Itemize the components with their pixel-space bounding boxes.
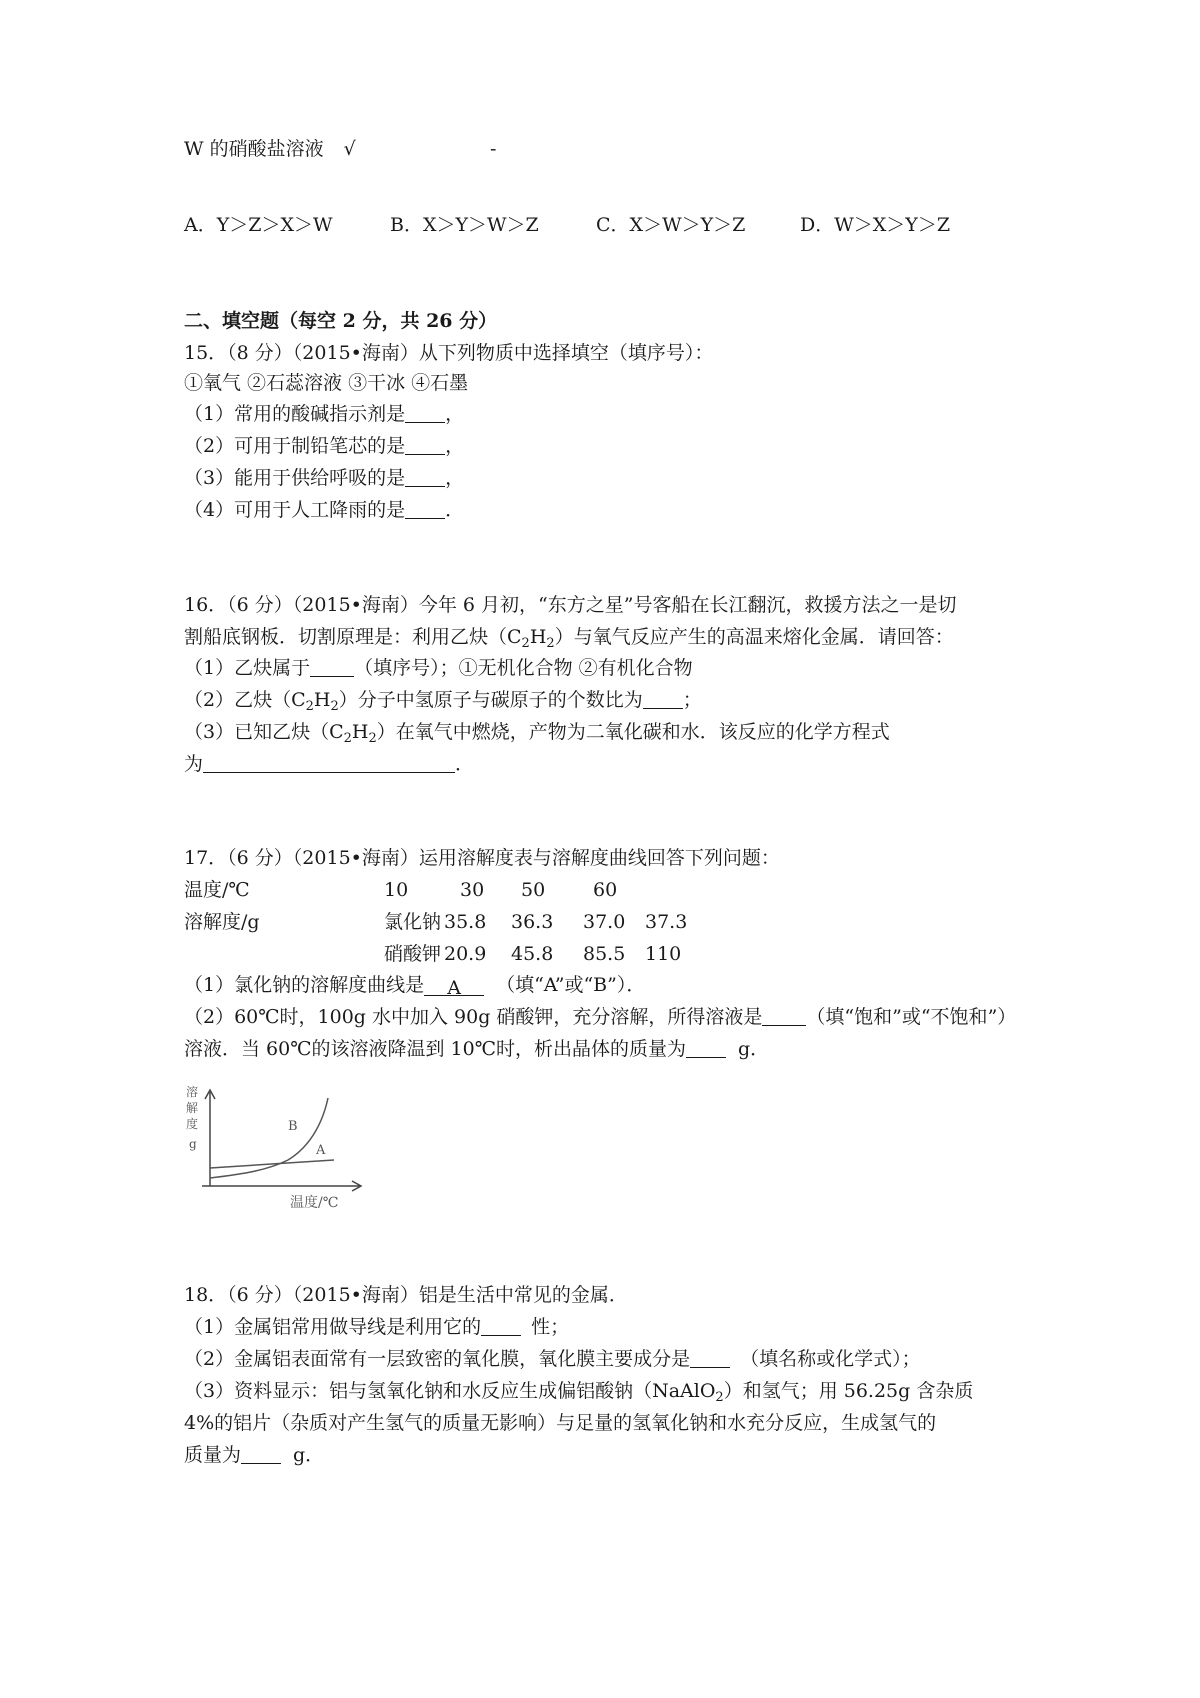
answer-blank[interactable]	[405, 466, 445, 487]
nacl-cell: 36.3	[511, 911, 554, 933]
kno3-cell: 110	[645, 943, 682, 965]
temp-cell: 60	[593, 879, 618, 901]
q16-part2: （2）乙炔$(C_2H_2)$分子中氢原子与碳原子的个数比为 ；	[184, 689, 702, 714]
option-a: A．Y＞Z＞X＞W	[184, 214, 333, 236]
temp-cell: 30	[460, 879, 485, 901]
nacl-label: 氯化钠	[384, 911, 442, 933]
q18-part3-line1: （3）资料显示：铝与氢氧化钠和水反应生成偏铝酸钠（NaAlO$_2$）和氢气；用 56.25g 含杂质	[184, 1380, 974, 1405]
option-d: D．W＞X＞Y＞Z	[800, 214, 951, 236]
kno3-label: 硝酸钾	[384, 943, 442, 965]
q17-part2-line1: （2）60℃时，100g 水中加入 90g 硝酸钾，充分溶解，所得溶液是 （填“饱和”或“不饱和”）	[184, 1006, 1017, 1028]
solubility-label: 溶解度/g	[184, 911, 260, 933]
answer-blank[interactable]: A	[424, 975, 484, 996]
answer-blank[interactable]	[643, 688, 683, 709]
section-title: 二、填空题（每空 2 分，共 26 分）	[184, 310, 498, 332]
kno3-cell: 85.5	[583, 943, 626, 965]
q15-part1: （1）常用的酸碱指示剂是 ，	[184, 403, 465, 425]
curve-a-label: A	[316, 1143, 326, 1158]
q15-part4: （4）可用于人工降雨的是 ．	[184, 499, 465, 521]
kno3-cell: 45.8	[511, 943, 554, 965]
answer-blank[interactable]	[241, 1443, 281, 1464]
q18-part3-line2: 4%的铝片（杂质对产生氢气的质量无影响）与足量的氢氧化钠和水充分反应，生成氢气的	[184, 1412, 937, 1434]
answer-blank[interactable]	[310, 656, 354, 677]
dash-mark: -	[490, 138, 497, 160]
answer-blank[interactable]	[686, 1037, 726, 1058]
answer-blank[interactable]	[481, 1315, 521, 1336]
y-axis-label-char: 度	[186, 1117, 199, 1131]
answer-blank[interactable]	[405, 498, 445, 519]
q15-part3: （3）能用于供给呼吸的是 ，	[184, 467, 465, 489]
temp-cell: 50	[521, 879, 546, 901]
q18-part2: （2）金属铝表面常有一层致密的氧化膜，氧化膜主要成分是 （填名称或化学式）；	[184, 1348, 921, 1370]
q18-part3-line3: 质量为 g．	[184, 1444, 325, 1466]
q15-stem: 15．（8 分）（2015•海南）从下列物质中选择填空（填序号）：	[184, 342, 714, 364]
q14-table-row	[184, 136, 356, 162]
x-axis-label: 温度/℃	[290, 1195, 339, 1211]
q17-part1: （1）氯化钠的溶解度曲线是 A （填“A”或“B”）．	[184, 974, 646, 999]
q18-part1: （1）金属铝常用做导线是利用它的 性；	[184, 1316, 570, 1338]
answer-blank[interactable]	[405, 434, 445, 455]
option-c: C．X＞W＞Y＞Z	[596, 214, 746, 236]
y-axis-label-char: 溶	[186, 1085, 199, 1099]
check-mark: √	[343, 138, 356, 160]
q17-stem: 17．（6 分）（2015•海南）运用溶解度表与溶解度曲线回答下列问题：	[184, 847, 780, 869]
curve-b-label: B	[288, 1119, 298, 1134]
y-axis-label-char: 解	[186, 1101, 199, 1115]
answer-blank[interactable]	[690, 1347, 730, 1368]
nacl-cell: 37.3	[645, 911, 688, 933]
q15-choices: ①氧气 ②石蕊溶液 ③干冰 ④石墨	[184, 372, 469, 394]
q16-part1: （1）乙炔属于 （填序号）；①无机化合物 ②有机化合物	[184, 657, 693, 679]
row-label: W 的硝酸盐溶液	[184, 138, 324, 160]
answer-blank[interactable]	[405, 402, 445, 423]
temp-cell: 10	[384, 879, 409, 901]
q16-part3-answer: 为 ．	[184, 753, 475, 775]
option-b: B．X＞Y＞W＞Z	[390, 214, 539, 236]
y-axis-label-char: g	[189, 1137, 197, 1151]
nacl-cell: 35.8	[444, 911, 487, 933]
q16-part3: （3）已知乙炔$(C_2H_2)$在氧气中燃烧，产物为二氧化碳和水．该反应的化学方程式	[184, 721, 890, 746]
q15-part2: （2）可用于制铅笔芯的是 ，	[184, 435, 465, 457]
curve-b	[210, 1098, 328, 1178]
q18-stem: 18．（6 分）（2015•海南）铝是生活中常见的金属．	[184, 1284, 628, 1306]
kno3-cell: 20.9	[444, 943, 487, 965]
answer-blank[interactable]	[762, 1005, 806, 1026]
q17-part2-line2: 溶液．当 60℃的该溶液降温到 10℃时，析出晶体的质量为 g．	[184, 1038, 770, 1060]
temp-label: 温度/℃	[184, 879, 250, 901]
nacl-cell: 37.0	[583, 911, 626, 933]
q16-line1: 16．（6 分）（2015•海南）今年 6 月初，“东方之星”号客船在长江翻沉，救援方法之一是切	[184, 594, 957, 616]
answer-blank[interactable]	[203, 752, 455, 773]
q16-line2: 割船底钢板．切割原理是：利用乙炔$(C_2H_2)$与氧气反应产生的高温来熔化金属．请回答：	[184, 626, 954, 651]
solubility-graph	[184, 1082, 364, 1222]
